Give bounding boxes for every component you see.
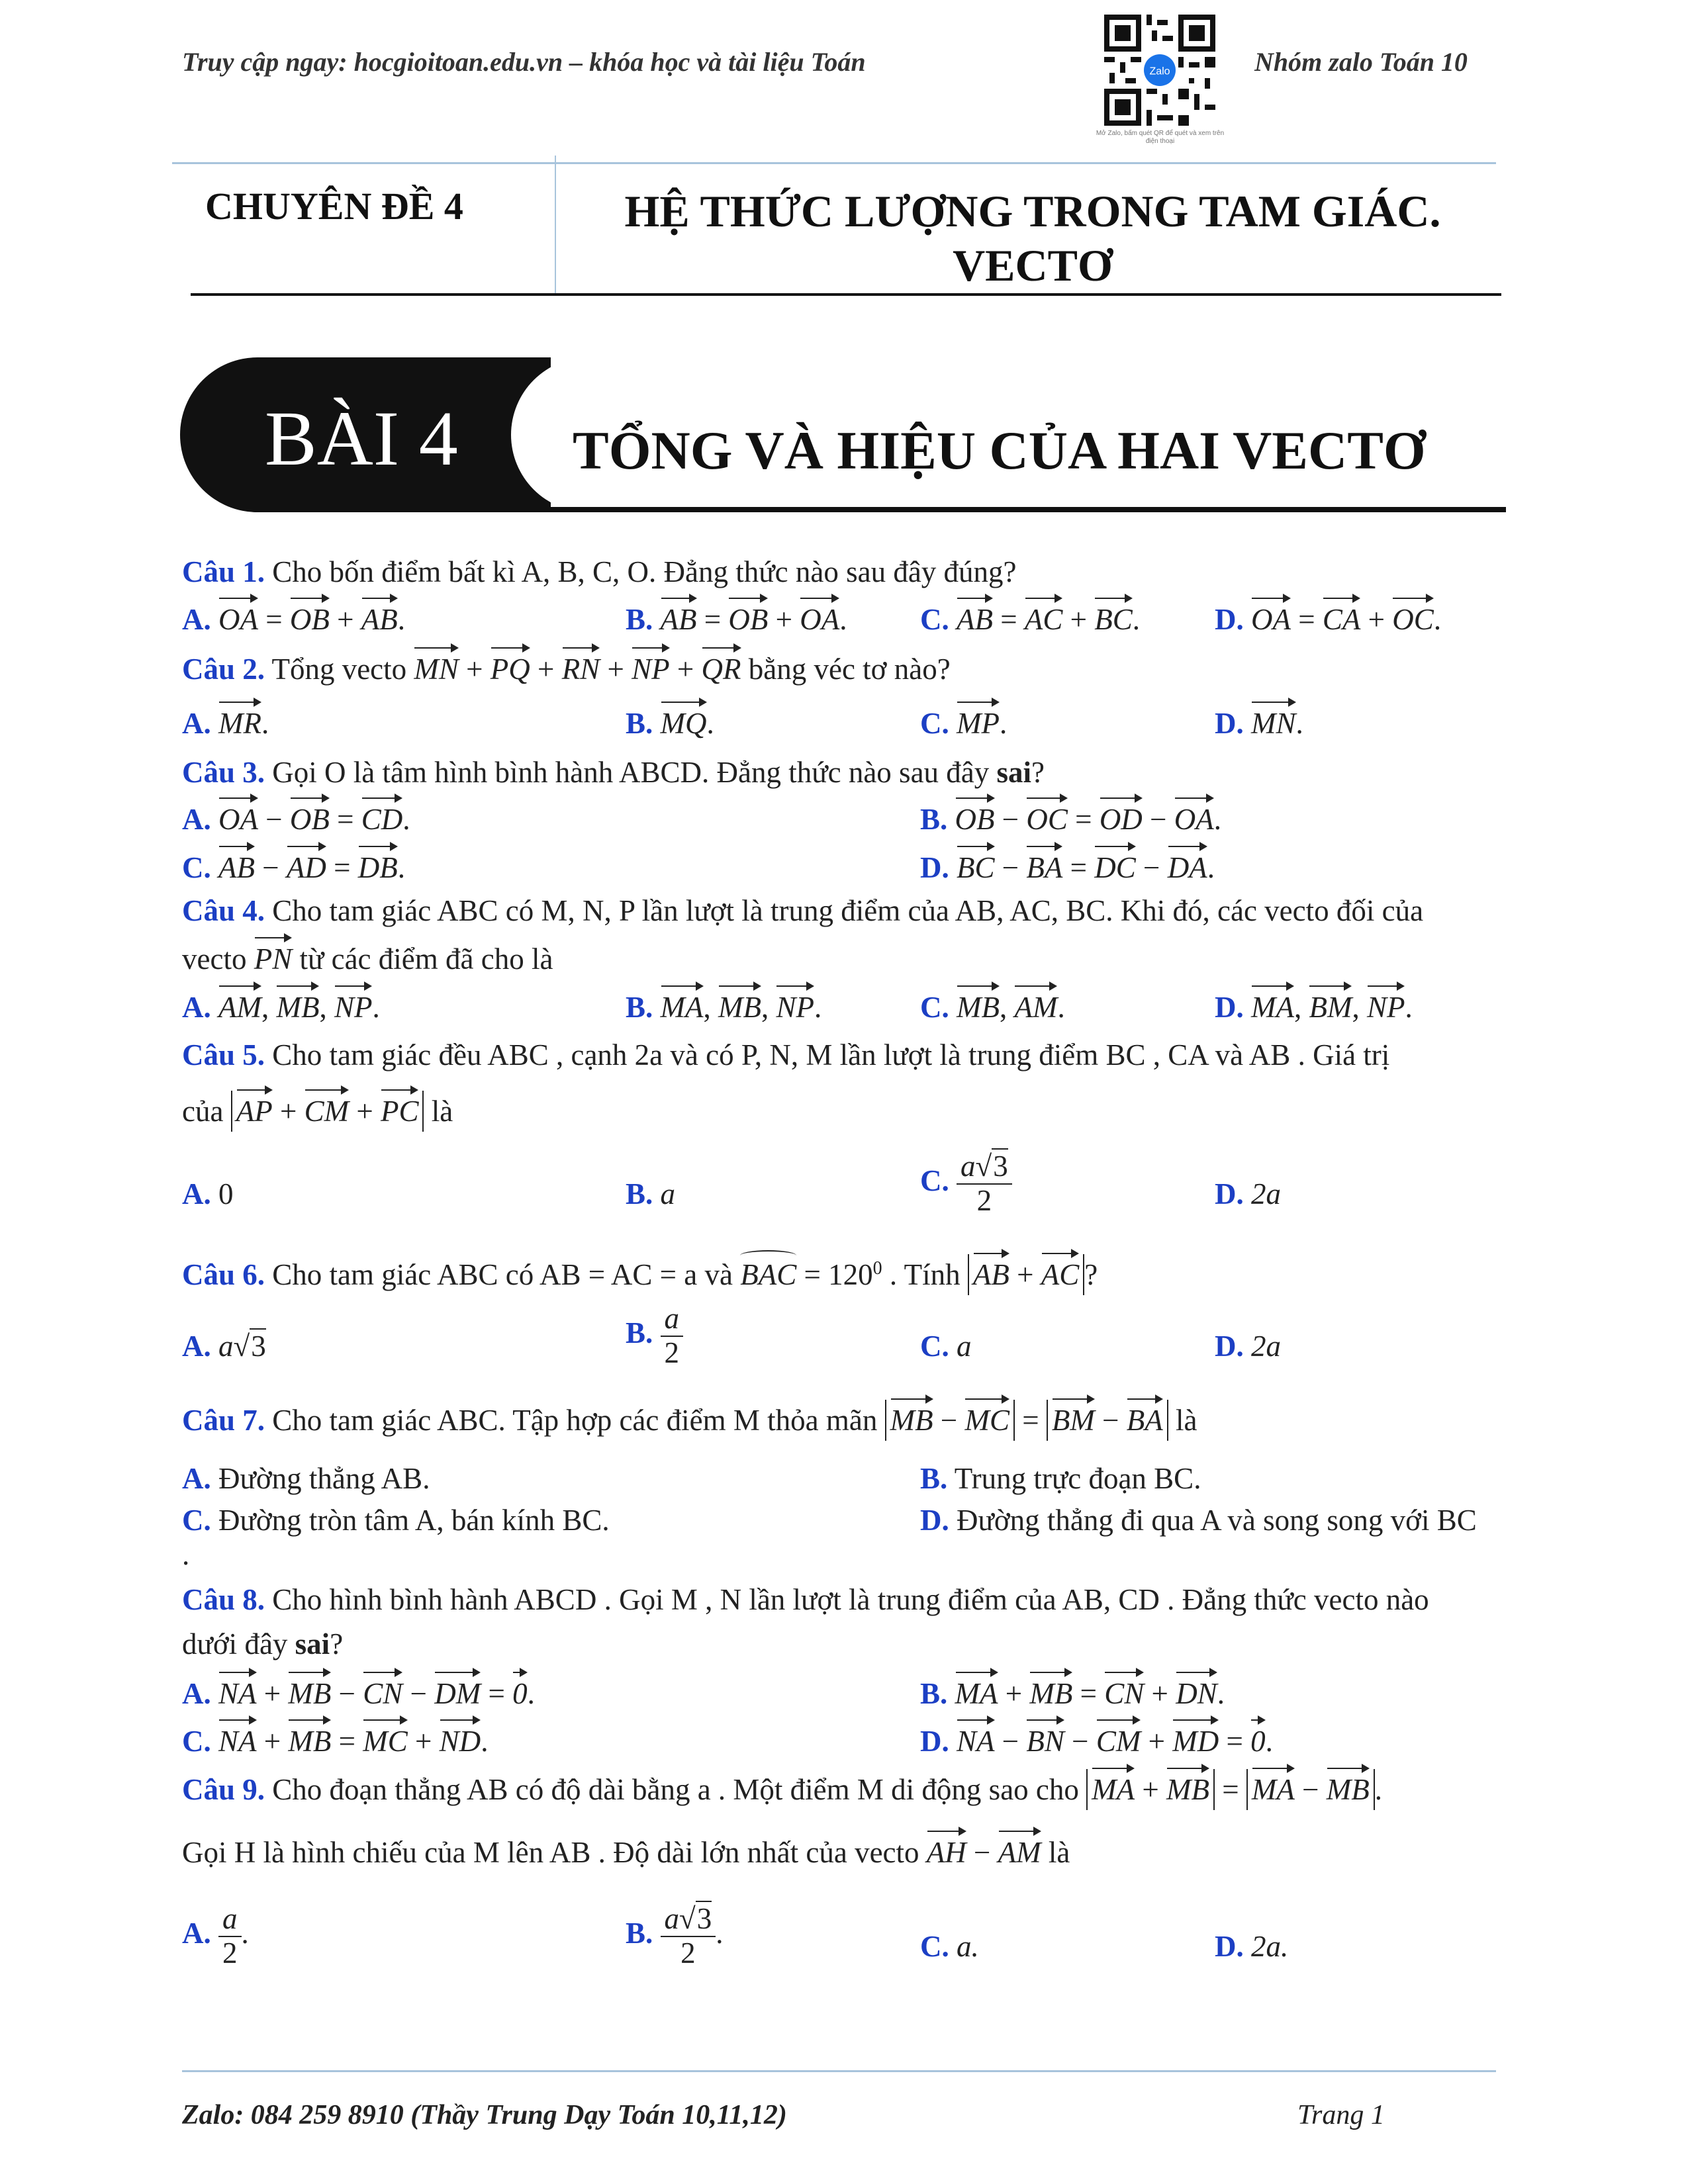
svg-text:Zalo: Zalo <box>1149 66 1170 77</box>
q7-option-d[interactable]: D. Đường thẳng đi qua A và song song với BC <box>920 1504 1477 1537</box>
q6-option-b[interactable]: B. $\frac{a}{2}$ <box>626 1302 683 1369</box>
q7-option-b[interactable]: B. Trung trực đoạn BC. <box>920 1462 1201 1495</box>
q3-option-a[interactable]: A. OA − OB = CD. <box>182 800 410 839</box>
q2-option-b[interactable]: B. MQ. <box>626 704 714 743</box>
qr-caption: Mở Zalo, bấm quét QR để quét và xem trên điện thoại <box>1096 130 1225 145</box>
q5-option-a[interactable]: A. 0 <box>182 1177 234 1210</box>
question-4-line2: vecto PN từ các điểm đã cho là <box>182 940 553 978</box>
question-6: Câu 6. Cho tam giác ABC có AB = AC = a và BAC = $120^0$ . Tính AB + AC ? <box>182 1250 1098 1294</box>
q8-option-c[interactable]: C. NA + MB = MC + ND. <box>182 1722 488 1760</box>
q9-option-c[interactable]: C. a. <box>920 1930 979 1963</box>
q1-option-a[interactable]: A. OA = OB + AB. <box>182 600 405 639</box>
q3-option-d[interactable]: D. BC − BA = DC − DA. <box>920 848 1215 887</box>
question-9: Câu 9. Cho đoạn thẳng AB có độ dài bằng a . Một điểm M di động sao cho MA + MB = MA − MB . <box>182 1770 1382 1809</box>
q4-option-b[interactable]: B. MA, MB, NP. <box>626 988 821 1026</box>
footer-divider <box>182 2070 1496 2072</box>
q7-stray-dot: . <box>182 1538 190 1571</box>
q8-option-a[interactable]: A. NA + MB − CN − DM = 0. <box>182 1674 535 1713</box>
question-3: Câu 3. Gọi O là tâm hình bình hành ABCD. Đẳng thức nào sau đây sai? <box>182 756 1045 789</box>
q5-option-b[interactable]: B. a <box>626 1177 676 1210</box>
q7-option-a[interactable]: A. Đường thẳng AB. <box>182 1462 430 1495</box>
question-8: Câu 8. Cho hình bình hành ABCD . Gọi M , N lần lượt là trung điểm của AB, CD . Đẳng thức vecto nào <box>182 1583 1429 1616</box>
q3-option-c[interactable]: C. AB − AD = DB. <box>182 848 405 887</box>
question-9-line2: Gọi H là hình chiếu của M lên AB . Độ dài lớn nhất của vecto AH − AM là <box>182 1833 1070 1872</box>
q1-option-d[interactable]: D. OA = CA + OC. <box>1215 600 1441 639</box>
question-4: Câu 4. Cho tam giác ABC có M, N, P lần lượt là trung điểm của AB, AC, BC. Khi đó, các vecto đối của <box>182 894 1424 927</box>
q3-option-b[interactable]: B. OB − OC = OD − OA. <box>920 800 1221 839</box>
q5-option-d[interactable]: D. 2a <box>1215 1177 1281 1210</box>
header-divider <box>172 162 1496 164</box>
q9-option-a[interactable]: A. $\frac{a}{2}$ . <box>182 1902 249 1970</box>
chapter-divider <box>555 156 556 295</box>
q4-option-c[interactable]: C. MB, AM. <box>920 988 1065 1026</box>
chapter-label: CHUYÊN ĐỀ 4 <box>205 185 463 228</box>
q6-option-c[interactable]: C. a <box>920 1330 972 1363</box>
q8-option-d[interactable]: D. NA − BN − CM + MD = 0. <box>920 1722 1273 1760</box>
q4-option-d[interactable]: D. MA, BM, NP. <box>1215 988 1413 1026</box>
q4-option-a[interactable]: A. AM, MB, NP. <box>182 988 380 1026</box>
q9-option-b[interactable]: B. $\frac{a√3}{2}$ . <box>626 1902 724 1970</box>
question-8-line2: dưới đây sai? <box>182 1627 344 1661</box>
chapter-rule <box>191 293 1501 296</box>
question-5: Câu 5. Cho tam giác đều ABC , cạnh 2a và có P, N, M lần lượt là trung điểm BC , CA và AB . Giá trị <box>182 1038 1390 1071</box>
q7-option-c[interactable]: C. Đường tròn tâm A, bán kính BC. <box>182 1504 610 1537</box>
q6-option-d[interactable]: D. 2a <box>1215 1330 1281 1363</box>
lesson-label: BÀI 4 <box>265 395 458 482</box>
lesson-title: TỔNG VÀ HIỆU CỦA HAI VECTƠ <box>573 420 1426 480</box>
header-site-link[interactable]: Truy cập ngay: hocgioitoan.edu.vn – khóa học và tài liệu Toán <box>182 47 866 77</box>
question-7: Câu 7. Cho tam giác ABC. Tập hợp các điểm M thỏa mãn MB − MC = BM − BA là <box>182 1401 1197 1439</box>
q8-option-b[interactable]: B. MA + MB = CN + DN. <box>920 1674 1225 1713</box>
q5-option-c[interactable]: C. $\frac{a√3}{2}$ <box>920 1150 1012 1217</box>
footer-contact: Zalo: 084 259 8910 (Thầy Trung Dạy Toán 10,11,12) <box>182 2100 787 2130</box>
q9-option-d[interactable]: D. 2a. <box>1215 1930 1289 1963</box>
header-zalo-group[interactable]: Nhóm zalo Toán 10 <box>1254 47 1468 77</box>
question-1: Câu 1. Cho bốn điểm bất kì A, B, C, O. Đẳng thức nào sau đây đúng? <box>182 555 1017 588</box>
q2-option-a[interactable]: A. MR. <box>182 704 269 743</box>
question-5-line2: của AP + CM + PC là <box>182 1092 453 1130</box>
lesson-rule <box>523 507 1506 512</box>
q1-option-c[interactable]: C. AB = AC + BC. <box>920 600 1140 639</box>
qr-code <box>1104 15 1215 126</box>
chapter-title: HỆ THỨC LƯỢNG TRONG TAM GIÁC. VECTƠ <box>624 186 1441 291</box>
q2-option-d[interactable]: D. MN. <box>1215 704 1303 743</box>
q2-option-c[interactable]: C. MP. <box>920 704 1007 743</box>
q6-option-a[interactable]: A. a√3 <box>182 1330 266 1363</box>
page-number: Trang 1 <box>1297 2100 1385 2130</box>
q1-option-b[interactable]: B. AB = OB + OA. <box>626 600 847 639</box>
question-2: Câu 2. Tổng vecto MN + PQ + RN + NP + QR bằng véc tơ nào? <box>182 650 951 688</box>
